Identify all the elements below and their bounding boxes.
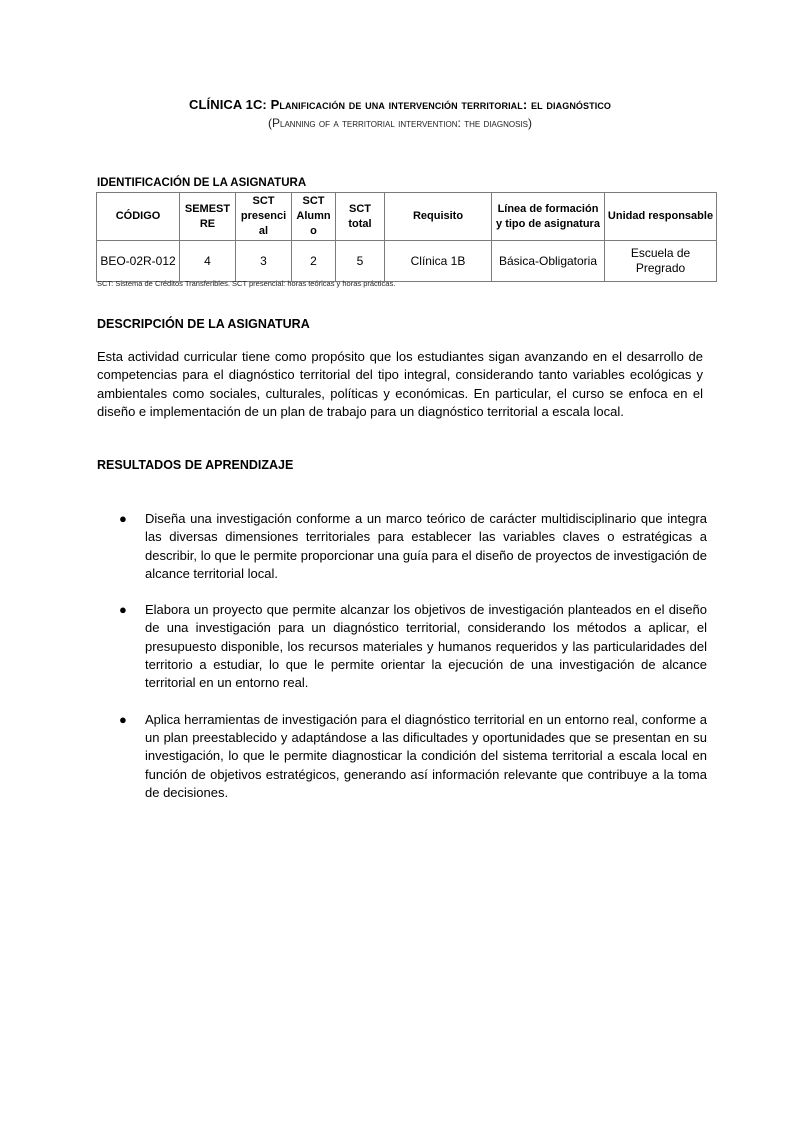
cell-linea-formacion: Básica-Obligatoria: [492, 241, 605, 282]
bullet-icon: ●: [119, 511, 127, 526]
bullet-icon: ●: [119, 602, 127, 618]
list-item-text: Diseña una investigación conforme a un marco teórico de carácter multidisciplinario que integra las diversas dimensiones territoriales para establecer las variables claves o estratégicas a describir, lo que le permite proporcionar una guía para el diseño de proyectos de investigación de alcance territorial local.: [145, 511, 707, 581]
list-item: [97, 711, 707, 802]
cell-semestre: 4: [180, 241, 236, 282]
column-header-codigo: CÓDIGO: [97, 193, 180, 241]
list-item: [97, 510, 707, 583]
cell-sct-alumno: 2: [292, 241, 336, 282]
list-item-text: Elabora un proyecto que permite alcanzar los objetivos de investigación planteados en el diseño de una investigación para un diagnóstico territorial, considerando los métodos a aplicar, el presupuesto disponible, los recursos materiales y humanos requeridos y las particularidades del territorio a estudiar, lo que le permite orientar la ejecución de una investigación de alcance territorial en un entorno real.: [145, 602, 707, 691]
cell-sct-presencial: 3: [236, 241, 292, 282]
column-header-unidad-responsable: Unidad responsable: [605, 193, 717, 241]
document-title: CLÍNICA 1C: Planificación de una intervención territorial: el diagnóstico: [188, 97, 612, 112]
column-header-semestre: SEMESTRE: [180, 193, 236, 241]
cell-codigo: BEO-02R-012: [97, 241, 180, 282]
bullet-icon: ●: [119, 711, 127, 727]
cell-requisito: Clínica 1B: [385, 241, 492, 282]
column-header-requisito: Requisito: [385, 193, 492, 241]
identification-heading: IDENTIFICACIÓN DE LA ASIGNATURA: [97, 177, 307, 189]
column-header-sct-alumno: SCT Alumno: [292, 193, 336, 241]
cell-unidad-responsable: Escuela de Pregrado: [605, 241, 717, 282]
learning-results-heading: RESULTADOS DE APRENDIZAJE: [97, 458, 294, 472]
list-item: [97, 601, 707, 692]
column-header-linea-formacion: Línea de formación y tipo de asignatura: [492, 193, 605, 241]
course-identification-table: [96, 192, 717, 282]
description-heading: DESCRIPCIÓN DE LA ASIGNATURA: [97, 317, 310, 331]
list-item-text: Aplica herramientas de investigación para el diagnóstico territorial en un entorno real, conforme a un plan preestablecido y adaptándose a las dificultades y oportunidades que se presentan en su investigación, lo que le permite diagnosticar la condición del sistema territorial a escala local en función de objetivos estratégicos, generando así información relevante que contribuye a la toma de decisiones.: [145, 711, 707, 800]
column-header-sct-total: SCT total: [336, 193, 385, 241]
document-subtitle: (Planning of a territorial intervention: the diagnosis): [268, 116, 532, 130]
description-text: Esta actividad curricular tiene como propósito que los estudiantes sigan avanzando en el desarrollo de competencias para el diagnóstico territorial del tipo integral, considerando tanto variables ecológicas y ambientales como sociales, culturales, políticas y económicas. En particular, el curso se enfoca en el diseño e implementación de un plan de trabajo para un diagnóstico territorial a escala local.: [97, 349, 703, 419]
column-header-sct-presencial: SCT presencial: [236, 193, 292, 241]
learning-results-list: [97, 510, 707, 820]
table-footnote: SCT: Sistema de Créditos Transferibles. SCT presencial: horas teóricas y horas prácticas.: [97, 279, 396, 288]
table-row: [97, 241, 717, 282]
cell-sct-total: 5: [336, 241, 385, 282]
table-header-row: [97, 193, 717, 241]
